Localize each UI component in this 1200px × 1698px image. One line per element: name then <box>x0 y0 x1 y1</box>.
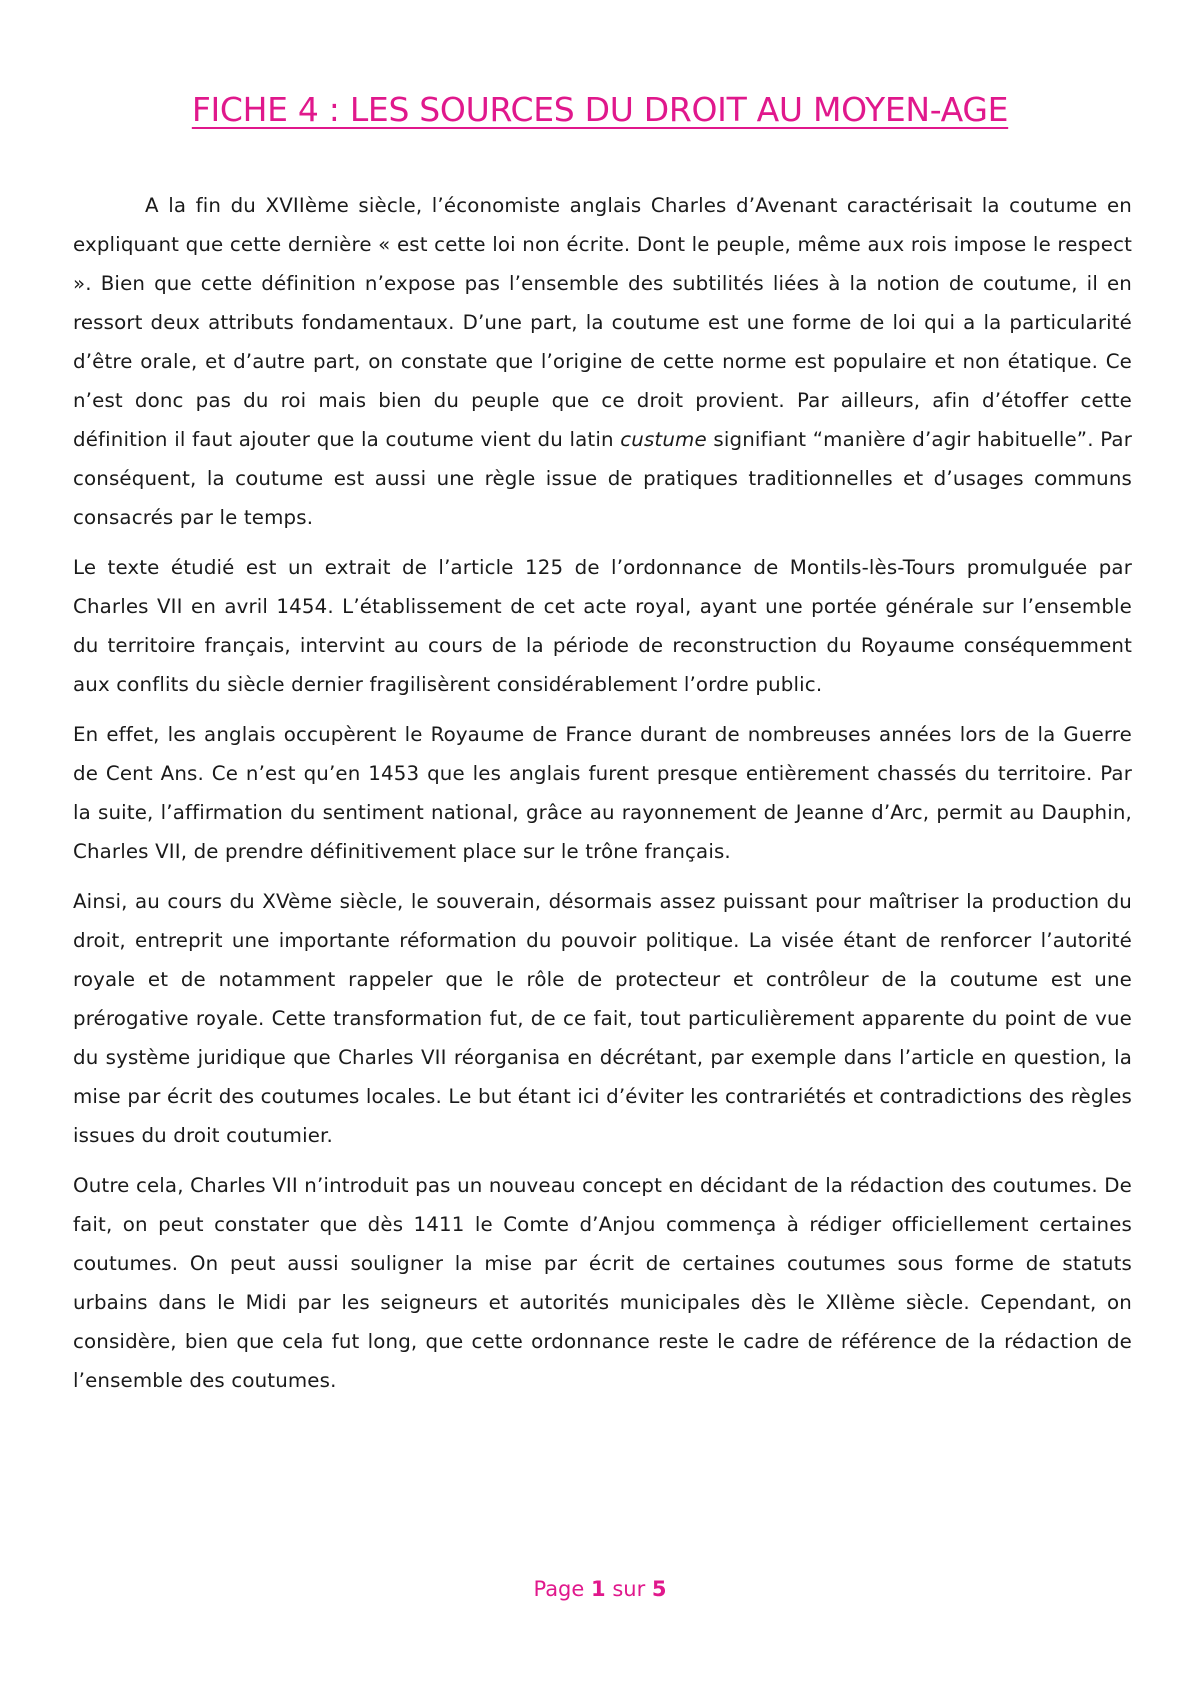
paragraph-text-studied: Le texte étudié est un extrait de l’article 125 de l’ordonnance de Montils-lès-Tours promulguée par Charles VII en avril 1454. L’établissement de cet acte royal, ayant une portée générale sur l’ensemble du territoire français, intervint au cours de la période de reconstruction du Royaume conséquemment aux conflits du siècle dernier fragilisèrent considérablement l’ordre public. <box>73 556 1132 696</box>
paragraph-intro-part-b: signifiant “manière d’agir habituelle”. Par conséquent, la coutume est aussi une règle issue de pratiques traditionnelles et d’usages communs consacrés par le temps. <box>73 428 1132 529</box>
document-body <box>73 186 1132 1411</box>
page-footer <box>0 1577 1200 1601</box>
paragraph-royal-reform: Ainsi, au cours du XVème siècle, le souverain, désormais assez puissant pour maîtriser la production du droit, entreprit une importante réformation du pouvoir politique. La visée étant de renforcer l’autorité royale et de notamment rappeler que le rôle de protecteur et contrôleur de la coutume est une prérogative royale. Cette transformation fut, de ce fait, tout particulièrement apparente du point de vue du système juridique que Charles VII réorganisa en décrétant, par exemple dans l’article en question, la mise par écrit des coutumes locales. Le but étant ici d’éviter les contrariétés et contradictions des règles issues du droit coutumier. <box>73 890 1132 1147</box>
paragraph-intro-part-a: A la fin du XVIIème siècle, l’économiste anglais Charles d’Avenant caractérisait la coutume en expliquant que cette dernière « est cette loi non écrite. Dont le peuple, même aux rois impose le respect ». Bien que cette définition n’expose pas l’ensemble des subtilités liées à la notion de coutume, il en ressort deux attributs fondamentaux. D’une part, la coutume est une forme de loi qui a la particularité d’être orale, et d’autre part, on constate que l’origine de cette norme est populaire et non étatique. Ce n’est donc pas du roi mais bien du peuple que ce droit provient. Par ailleurs, afin d’étoffer cette définition il faut ajouter que la coutume vient du latin <box>73 194 1132 451</box>
page-label: Page <box>533 1577 585 1601</box>
page-title: FICHE 4 : LES SOURCES DU DROIT AU MOYEN-AGE <box>191 90 1009 129</box>
total-pages-number: 5 <box>651 1577 667 1601</box>
paragraph-intro <box>73 186 1132 537</box>
paragraph-earlier-drafting: Outre cela, Charles VII n’introduit pas un nouveau concept en décidant de la rédaction des coutumes. De fait, on peut constater que dès 1411 le Comte d’Anjou commença à rédiger officiellement certaines coutumes. On peut aussi souligner la mise par écrit de certaines coutumes sous forme de statuts urbains dans le Midi par les seigneurs et autorités municipales dès le XIIème siècle. Cependant, on considère, bien que cela fut long, que cette ordonnance reste le cadre de référence de la rédaction de l’ensemble des coutumes. <box>73 1174 1132 1392</box>
page-separator-label: sur <box>612 1577 646 1601</box>
paragraph-hundred-years-war: En effet, les anglais occupèrent le Royaume de France durant de nombreuses années lors de la Guerre de Cent Ans. Ce n’est qu’en 1453 que les anglais furent presque entièrement chassés du territoire. Par la suite, l’affirmation du sentiment national, grâce au rayonnement de Jeanne d’Arc, permit au Dauphin, Charles VII, de prendre définitivement place sur le trône français. <box>73 723 1132 863</box>
current-page-number: 1 <box>591 1577 606 1601</box>
latin-term: custume <box>620 428 707 451</box>
